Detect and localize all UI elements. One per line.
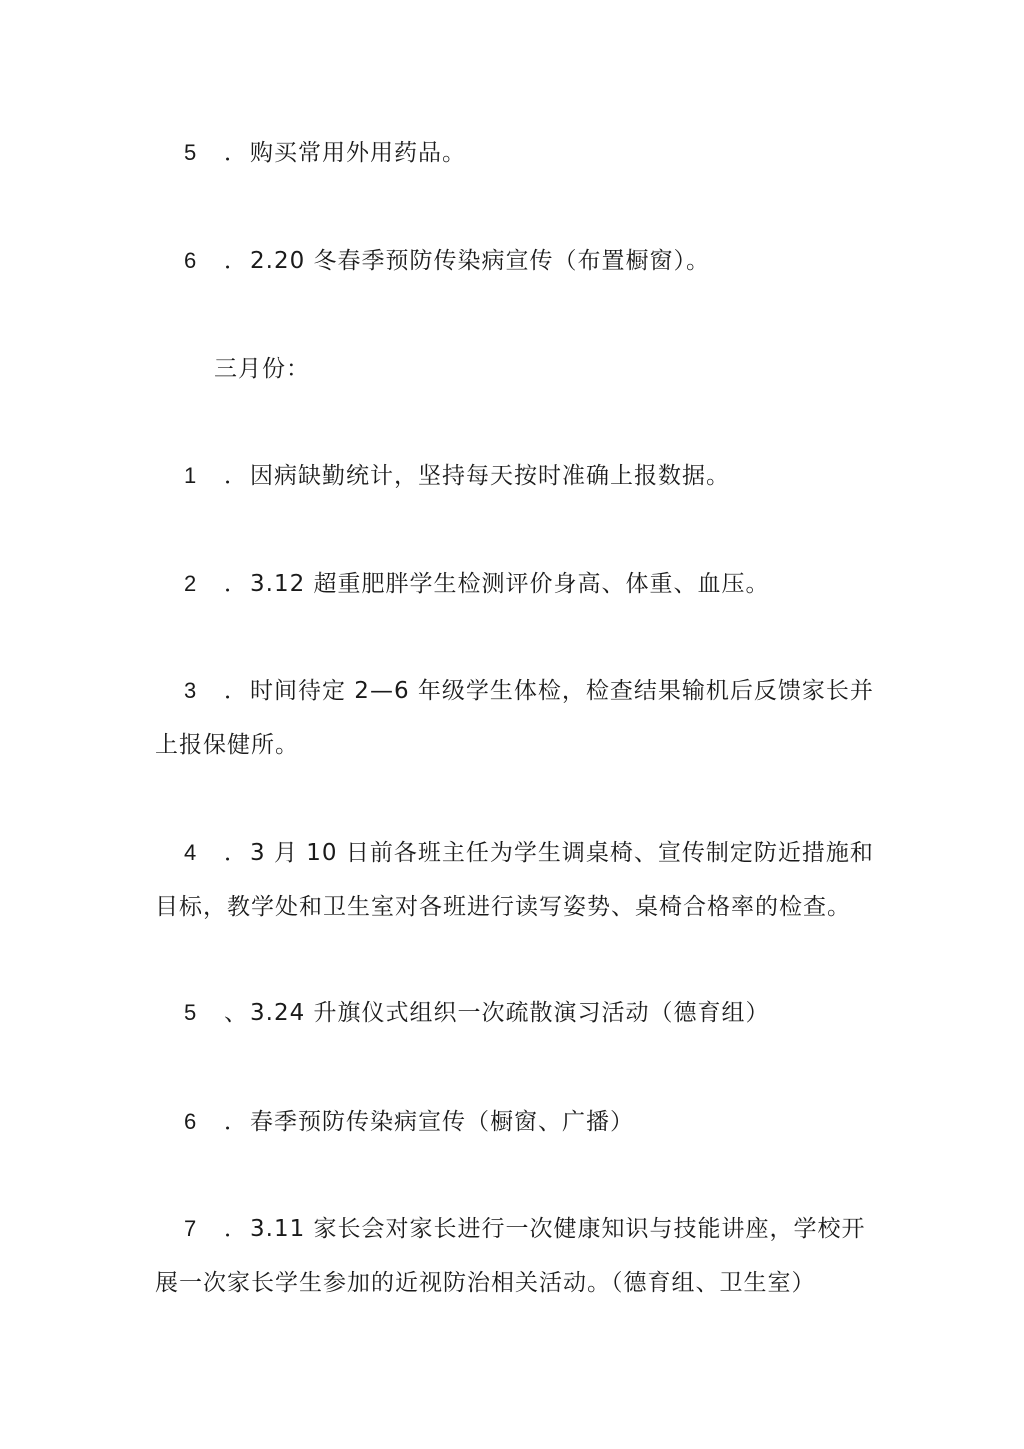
- item-text-continuation: 展一次家长学生参加的近视防治相关活动。（德育组、卫生室）: [155, 1270, 816, 1296]
- item-number: 3: [184, 678, 198, 703]
- item-number: 6: [184, 248, 198, 273]
- item-number: 2: [184, 571, 198, 596]
- item-separator: ．: [224, 1109, 248, 1135]
- item-text: 3.11 家长会对家长进行一次健康知识与技能讲座，学校开: [250, 1216, 866, 1242]
- item-separator: ．: [224, 140, 248, 166]
- item-separator: ．: [224, 463, 248, 489]
- item-separator: 、: [224, 1000, 248, 1026]
- section-heading: 三月份：: [214, 356, 310, 382]
- item-number: 6: [184, 1109, 198, 1134]
- item-separator: ．: [224, 1216, 248, 1242]
- item-text: 购买常用外用药品。: [250, 140, 466, 166]
- item-separator: ．: [224, 248, 248, 274]
- item-text: 3.12 超重肥胖学生检测评价身高、体重、血压。: [250, 571, 770, 597]
- item-number: 4: [184, 840, 198, 865]
- item-number: 1: [184, 463, 198, 488]
- item-text-continuation: 上报保健所。: [155, 732, 299, 758]
- item-text: 因病缺勤统计，坚持每天按时准确上报数据。: [250, 463, 730, 489]
- item-text: 时间待定 2—6 年级学生体检，检查结果输机后反馈家长并: [250, 678, 874, 704]
- item-text: 春季预防传染病宣传（橱窗、广播）: [250, 1109, 634, 1135]
- item-text-continuation: 目标，教学处和卫生室对各班进行读写姿势、桌椅合格率的检查。: [155, 894, 851, 920]
- item-text: 2.20 冬春季预防传染病宣传（布置橱窗）。: [250, 248, 711, 274]
- item-separator: ．: [224, 678, 248, 704]
- item-number: 5: [184, 140, 198, 165]
- item-separator: ．: [224, 840, 248, 866]
- item-text: 3 月 10 日前各班主任为学生调桌椅、宣传制定防近措施和: [250, 840, 874, 866]
- item-separator: ．: [224, 571, 248, 597]
- item-number: 7: [184, 1216, 198, 1241]
- item-text: 3.24 升旗仪式组织一次疏散演习活动（德育组）: [250, 1000, 770, 1026]
- item-number: 5: [184, 1000, 198, 1025]
